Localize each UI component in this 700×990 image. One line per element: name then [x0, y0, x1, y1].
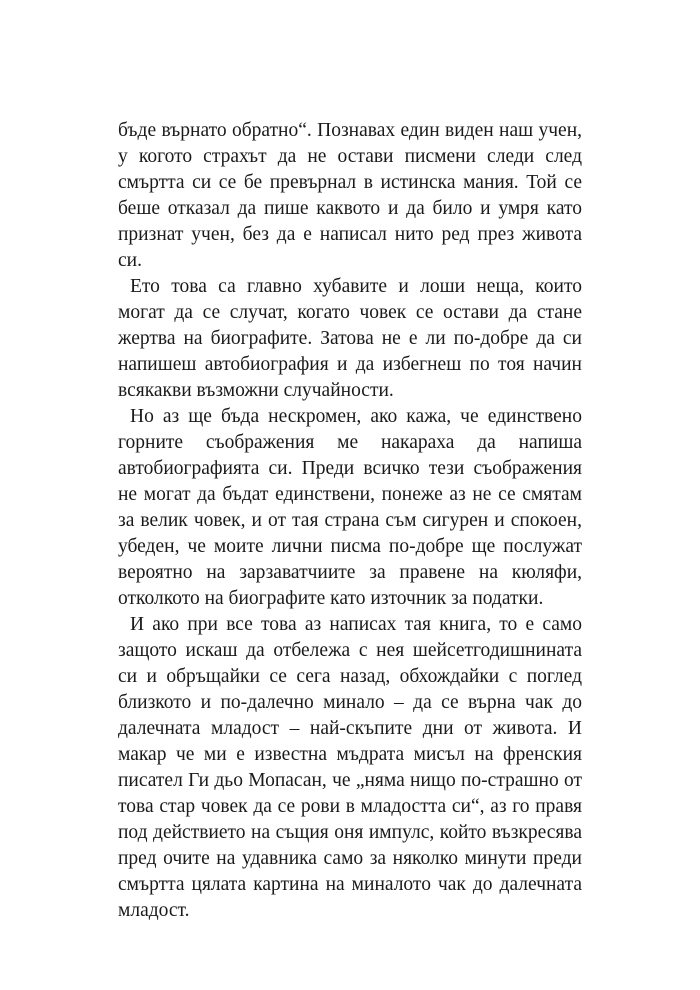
- paragraph-2: Ето това са главно хубавите и лоши неща, които могат да се случат, когато човек се остави да стане жертва на биографите. Затова не е ли по-добре да си напишеш автобиография и да избегнеш по тоя начин всякакви възможни случайности.: [118, 276, 582, 401]
- body-text: [118, 118, 582, 924]
- paragraph-3: Но аз ще бъда нескромен, ако кажа, че единствено горните съображения ме накараха да напиша автобиографията си. Преди всичко тези съображения не могат да бъдат единствени, понеже аз не се смятам за велик човек, и от тая страна съм сигурен и спокоен, убеден, че моите лични писма по-добре ще послужат вероятно на зарзаватчиите за правене на кюляфи, отколкото на биографите като източник за податки.: [118, 406, 582, 609]
- paragraph-4: И ако при все това аз написах тая книга, то е само защото искаш да отбележа с нея шейсетгодишнината си и обръщайки се сега назад, обхождайки с поглед близкото и по-далечно минало – да се върна чак до далечната младост – най-скъпите дни от живота. И макар че ми е известна мъдрата мисъл на френския писател Ги дьо Мопасан, че „няма нищо по-страшно от това стар човек да се рови в младостта си“, аз го правя под действието на същия оня импулс, който възкресява пред очите на удавника само за няколко минути преди смъртта цялата картина на миналото чак до далечната младост.: [118, 614, 582, 921]
- paragraph-1: бъде върнато обратно“. Познавах един виден наш учен, у когото страхът да не остави писмени следи след смъртта си се бе превърнал в истинска мания. Той се беше отказал да пише каквото и да било и умря като признат учен, без да е написал нито ред през живота си.: [118, 120, 582, 271]
